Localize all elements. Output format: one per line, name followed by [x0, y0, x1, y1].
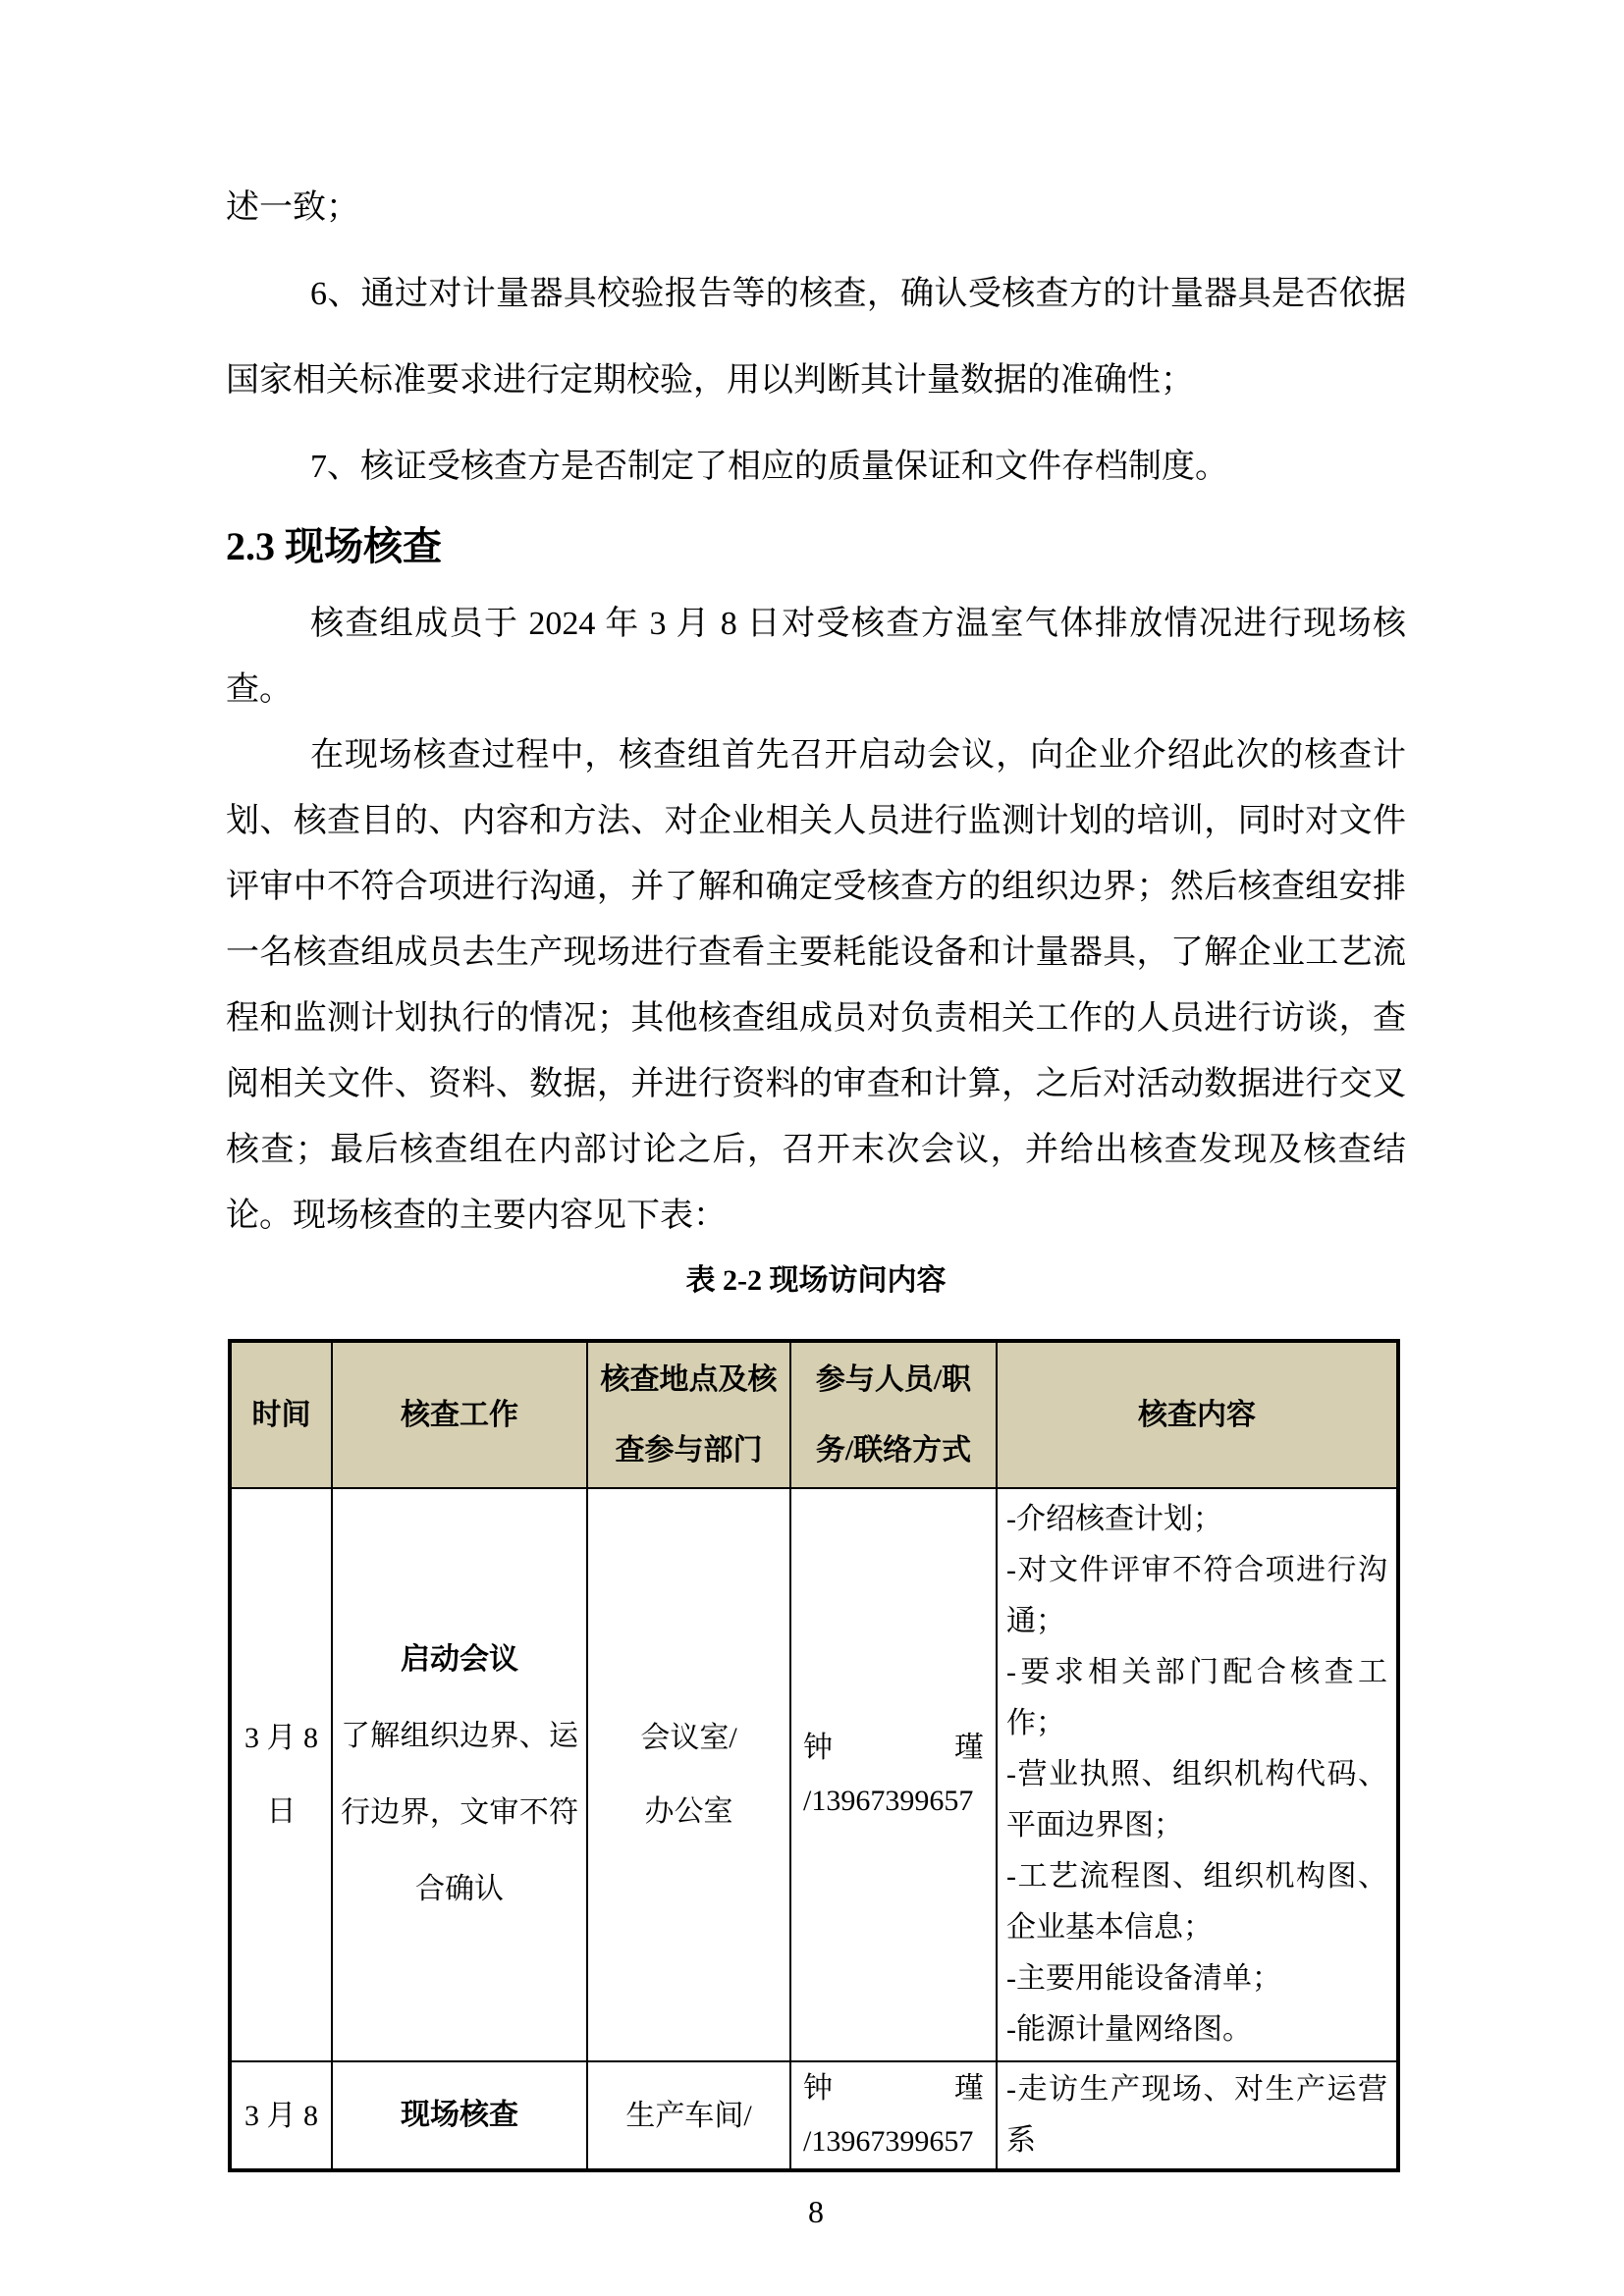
cell-person [790, 1488, 997, 2061]
work-description: 了解组织边界、运行边界，文审不符合确认 [341, 1720, 578, 1905]
person-phone: /13967399657 [803, 2125, 974, 2158]
content-item: -对文件评审不符合项进行沟通； [1006, 1554, 1387, 1637]
content-item: -要求相关部门配合核查工作； [1006, 1656, 1387, 1739]
paragraph-item-7: 7、核证受核查方是否制定了相应的质量保证和文件存档制度。 [310, 449, 1228, 485]
col-header-location: 核查地点及核查参与部门 [587, 1341, 790, 1488]
cell-content [997, 1488, 1398, 2061]
content-item: -工艺流程图、组织机构图、企业基本信息； [1006, 1860, 1387, 1944]
cell-location: 生产车间/ [587, 2061, 790, 2170]
paragraph-item-6: 6、通过对计量器具校验报告等的核查，确认受核查方的计量器具是否依据国家相关标准要求进行定期校验，用以判断其计量数据的准确性； [226, 276, 1406, 399]
col-header-person: 参与人员/职务/联络方式 [790, 1341, 997, 1488]
content-item: -走访生产现场、对生产运营系 [1006, 2073, 1387, 2157]
table-header-row [230, 1341, 1398, 1488]
paragraph-site-visit-process: 在现场核查过程中，核查组首先召开启动会议，向企业介绍此次的核查计划、核查目的、内容和方法、对企业相关人员进行监测计划的培训，同时对文件评审中不符合项进行沟通，并了解和确定受核查方的组织边界；然后核查组安排一名核查组成员去生产现场进行查看主要耗能设备和计量器具，了解企业工艺流程和监测计划执行的情况；其他核查组成员对负责相关工作的人员进行访谈，查阅相关文件、资料、数据，并进行资料的审查和计算，之后对活动数据进行交叉核查；最后核查组在内部讨论之后，召开末次会议，并给出核查发现及核查结论。现场核查的主要内容见下表： [226, 737, 1406, 1234]
cell-time: 3 月 8 日 [230, 1488, 332, 2061]
content-item: -介绍核查计划； [1006, 1503, 1222, 1535]
person-name: 钟 瑾 [803, 1732, 984, 1764]
cell-content [997, 2061, 1398, 2170]
col-header-content: 核查内容 [997, 1341, 1398, 1488]
cell-location: 会议室/ 办公室 [587, 1488, 790, 2061]
content-item: -营业执照、组织机构代码、平面边界图； [1006, 1758, 1387, 1842]
cell-work [332, 2061, 587, 2170]
table-caption: 表 2-2 现场访问内容 [685, 1264, 947, 1297]
paragraph-site-visit-date: 核查组成员于 2024 年 3 月 8 日对受核查方温室气体排放情况进行现场核查。 [226, 606, 1406, 708]
col-header-time: 时间 [230, 1341, 332, 1488]
col-header-work: 核查工作 [332, 1341, 587, 1488]
content-item: -能源计量网络图。 [1006, 2013, 1252, 2046]
cell-work [332, 1488, 587, 2061]
page-number: 8 [808, 2194, 824, 2229]
work-title: 现场核查 [401, 2099, 518, 2131]
work-title: 启动会议 [401, 1643, 518, 1676]
cell-person [790, 2061, 997, 2170]
cell-time: 3 月 8 [230, 2061, 332, 2170]
page-content [226, 165, 1406, 2233]
site-visit-table [228, 1339, 1400, 2172]
person-name: 钟 瑾 [803, 2072, 984, 2105]
table-row-site-inspection [230, 2061, 1398, 2170]
content-item: -主要用能设备清单； [1006, 1962, 1281, 1995]
paragraph-continuation: 述一致； [226, 189, 359, 226]
person-phone: /13967399657 [803, 1785, 974, 1817]
section-heading: 2.3 现场核查 [226, 524, 442, 568]
table-row-kickoff-meeting [230, 1488, 1398, 2061]
